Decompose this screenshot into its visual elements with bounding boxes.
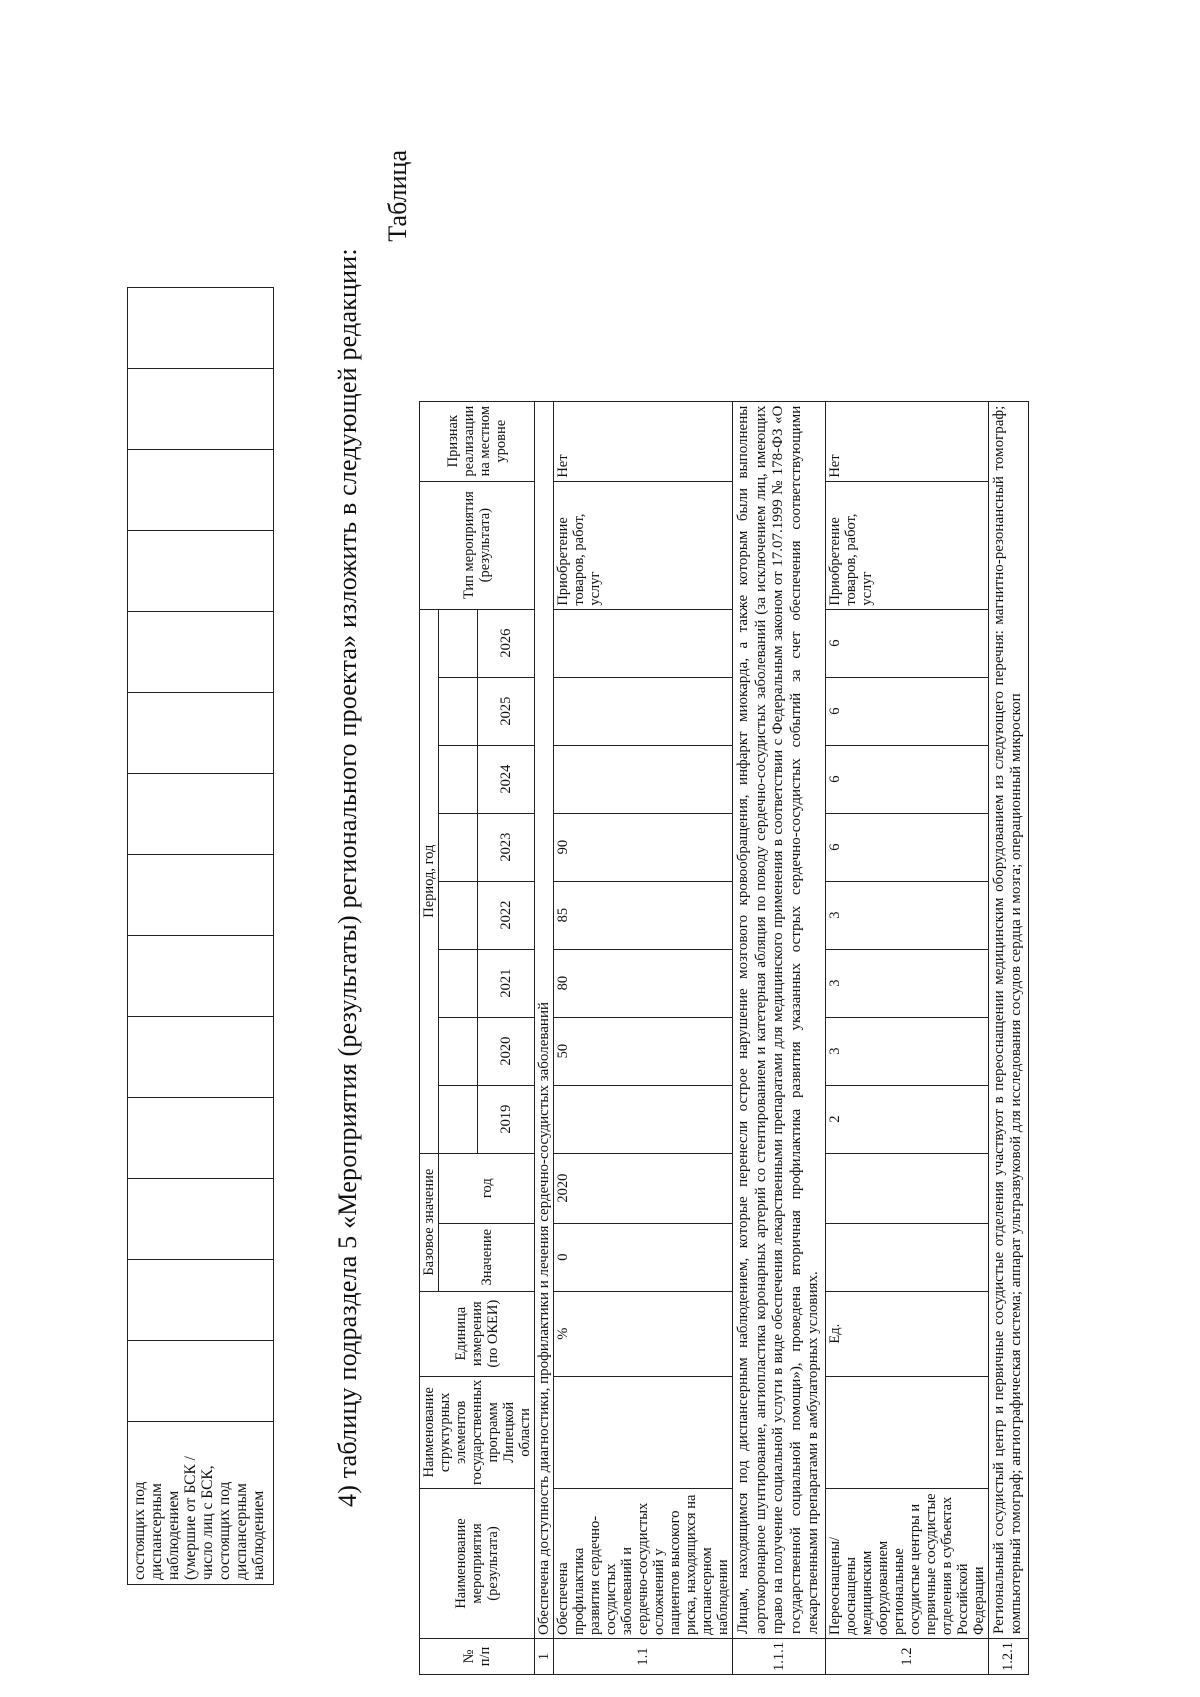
row-year-value: 3 (825, 949, 988, 1017)
row-year-value: 3 (825, 881, 988, 949)
row-base-year (825, 1153, 988, 1223)
table-row (825, 401, 988, 1674)
header-program: Наименование структурных элементов государственных программ Липецкой области (420, 1376, 535, 1488)
header-year-slot (439, 609, 478, 677)
row-unit: % (554, 1291, 733, 1376)
header-year: 2025 (478, 677, 535, 745)
fragment-empty-cell (128, 450, 274, 531)
fragment-empty-cell (128, 531, 274, 612)
row-year-value: 80 (554, 949, 733, 1017)
table-row (988, 401, 1028, 1674)
fragment-empty-cell (128, 288, 274, 369)
fragment-empty-cell (128, 1341, 274, 1422)
section-text: Обеспечена доступность диагностики, профилактики и лечения сердечно-сосудистых заболеваний (535, 401, 554, 1638)
row-year-value: 3 (825, 1017, 988, 1085)
row-program (825, 1376, 988, 1488)
row-program (554, 1376, 733, 1488)
row-unit: Ед. (825, 1291, 988, 1376)
header-num: № п/п (420, 1639, 535, 1675)
fragment-empty-cell (128, 936, 274, 1017)
row-description: Лицам, находящимся под диспансерным наблюдением, которые перенесли острое нарушение мозгового кровообращения, инфаркт миокарда, а также которым были выполнены аортокоронарное шунтирование, ангиопластика коронарных артерий со стентированием и катетерная абляция по поводу сердечно-сосудистых заболеваний (за исключением лиц, имеющих право на получение социальной услуги в виде обеспечения лекарственными препаратами для медицинского применения в соответствии с Федеральным законом от 17.07.1999 № 178-ФЗ «О государственной социальной помощи»), проведена вторичная профилактика развития указанных острых сердечно-сосудистых событий за счет обеспечения соответствующими лекарственными препаратами в амбулаторных условиях. (733, 401, 826, 1638)
fragment-empty-cell (128, 1260, 274, 1341)
fragment-first-cell: состоящих под диспансерным наблюдением (умершие от БСК / число лиц с БСК, состоящих под диспансерным наблюдением (128, 1422, 274, 1585)
row-year-value: 6 (825, 745, 988, 813)
header-year-slot (439, 1085, 478, 1153)
header-name: Наименование мероприятия (результата) (420, 1489, 535, 1639)
row-num: 1.2.1 (988, 1639, 1028, 1675)
fragment-empty-cell (128, 693, 274, 774)
fragment-empty-cell (128, 1179, 274, 1260)
row-year-value: 90 (554, 813, 733, 881)
header-year: 2023 (478, 813, 535, 881)
section-heading: 4) таблицу подраздела 5 «Мероприятия (результаты) регионального проекта» изложить в следующей редакции: (333, 248, 362, 1507)
fragment-empty-cell (128, 369, 274, 450)
row-type: Приобретение товаров, работ, услуг (825, 481, 988, 609)
row-num: 1.1 (554, 1639, 733, 1675)
row-name: Обеспечена профилактика развития сердечно-сосудистых заболеваний и сердечно-сосудистых осложнений у пациентов высокого риска, находящихся на диспансерном наблюдении (554, 1489, 733, 1639)
header-year-slot (439, 1017, 478, 1085)
table-row (554, 401, 733, 1674)
header-base: Базовое значение (420, 1153, 439, 1291)
header-year-slot (439, 745, 478, 813)
header-year: 2019 (478, 1085, 535, 1153)
row-description: Региональный сосудистый центр и первичные сосудистые отделения участвуют в переоснащении медицинским оборудованием из следующего перечня: магнитно-резонансный томограф; компьютерный томограф; ангиографическая система; аппарат ультразвуковой для исследования сосудов сердца и мозга; операционный микроскоп (988, 401, 1028, 1638)
header-unit: Единица измерения (по ОКЕИ) (420, 1291, 535, 1376)
row-year-value: 50 (554, 1017, 733, 1085)
fragment-empty-cell (128, 1017, 274, 1098)
header-local: Признак реализации на местном уровне (420, 401, 535, 481)
row-name: Переоснащены/дооснащены медицинским оборудованием региональные сосудистые центры и первичные сосудистые отделения в субъектах Российской Федерации (825, 1489, 988, 1639)
header-year: 2022 (478, 881, 535, 949)
table-label: Таблица (383, 150, 412, 242)
row-year-value: 6 (825, 677, 988, 745)
row-year-value: 6 (825, 813, 988, 881)
fragment-row (128, 288, 274, 1585)
row-year-value (554, 677, 733, 745)
header-year-slot (439, 949, 478, 1017)
row-base-value (825, 1223, 988, 1291)
row-local: Нет (554, 401, 733, 481)
row-year-value: 2 (825, 1085, 988, 1153)
row-local: Нет (825, 401, 988, 481)
section-num: 1 (535, 1639, 554, 1675)
header-year: 2020 (478, 1017, 535, 1085)
activities-table (419, 401, 1029, 1675)
header-base-value: Значение (439, 1223, 535, 1291)
header-base-year: год (439, 1153, 535, 1223)
previous-table-fragment (127, 287, 274, 1585)
table-row (733, 401, 826, 1674)
header-year: 2024 (478, 745, 535, 813)
row-num: 1.2 (825, 1639, 988, 1675)
row-base-value: 0 (554, 1223, 733, 1291)
header-type: Тип мероприятия (результата) (420, 481, 535, 609)
header-year: 2026 (478, 609, 535, 677)
header-year: 2021 (478, 949, 535, 1017)
row-num: 1.1.1 (733, 1639, 826, 1675)
fragment-empty-cell (128, 612, 274, 693)
row-type: Приобретение товаров, работ, услуг (554, 481, 733, 609)
row-year-value: 85 (554, 881, 733, 949)
section-row (535, 401, 554, 1674)
header-year-slot (439, 813, 478, 881)
header-year-slot (439, 677, 478, 745)
header-row-1 (420, 401, 439, 1674)
row-year-value (554, 609, 733, 677)
row-year-value (554, 1085, 733, 1153)
row-year-value (554, 745, 733, 813)
row-base-year: 2020 (554, 1153, 733, 1223)
fragment-empty-cell (128, 1098, 274, 1179)
row-year-value: 6 (825, 609, 988, 677)
fragment-empty-cell (128, 774, 274, 855)
fragment-empty-cell (128, 855, 274, 936)
header-year-slot (439, 881, 478, 949)
header-period: Период, год (420, 609, 439, 1153)
